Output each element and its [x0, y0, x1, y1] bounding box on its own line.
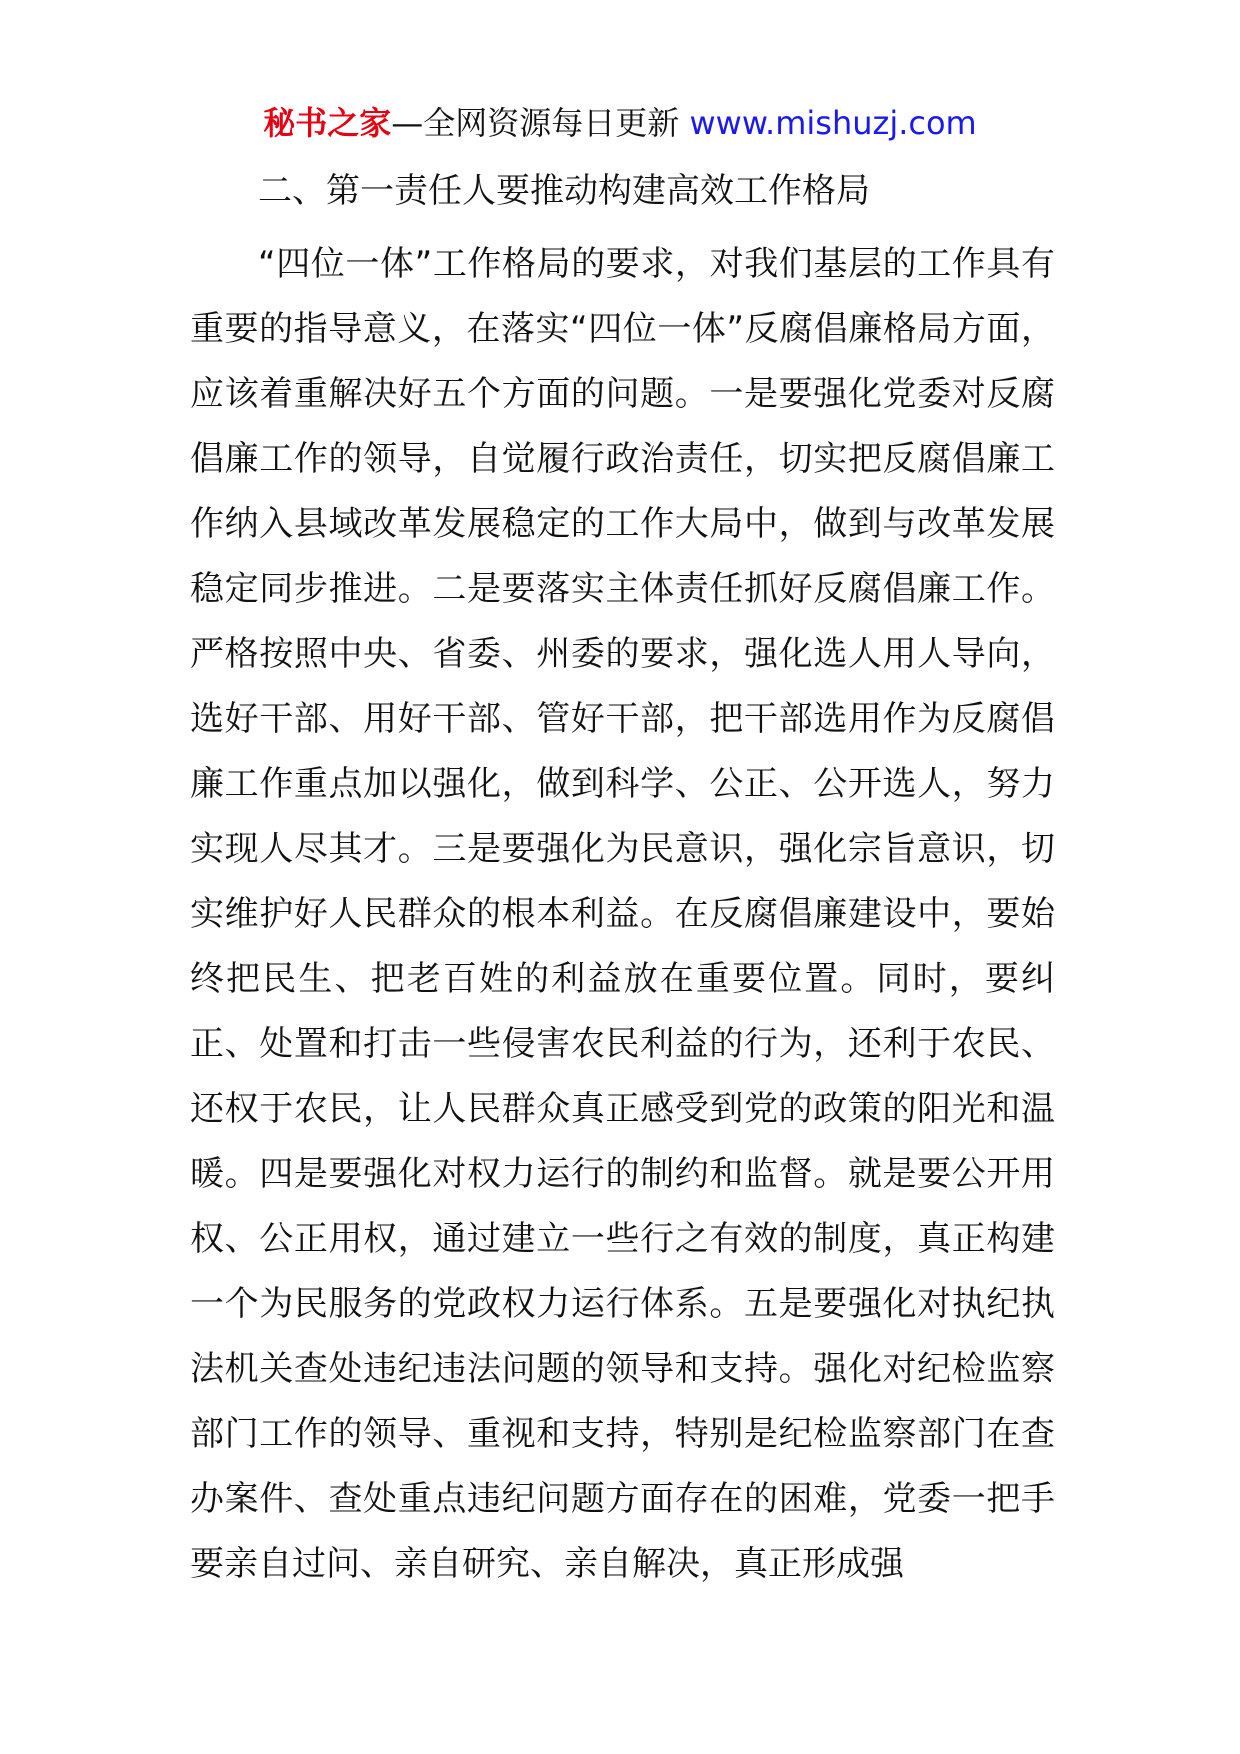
header-tagline: —全网资源每日更新	[391, 104, 680, 142]
site-header	[0, 98, 1240, 148]
section-heading: 二、第一责任人要推动构建高效工作格局	[258, 171, 870, 211]
site-url-link[interactable]: www.mishuzj.com	[689, 104, 977, 142]
brand-name: 秘书之家	[263, 104, 392, 142]
body-paragraph: “四位一体”工作格局的要求，对我们基层的工作具有重要的指导意义，在落实“四位一体”反腐倡廉格局方面，应该着重解决好五个方面的问题。一是要强化党委对反腐倡廉工作的领导，自觉履行政治责任，切实把反腐倡廉工作纳入县域改革发展稳定的工作大局中，做到与改革发展稳定同步推进。二是要落实主体责任抓好反腐倡廉工作。严格按照中央、省委、州委的要求，强化选人用人导向，选好干部、用好干部、管好干部，把干部选用作为反腐倡廉工作重点加以强化，做到科学、公正、公开选人，努力实现人尽其才。三是要强化为民意识，强化宗旨意识，切实维护好人民群众的根本利益。在反腐倡廉建设中，要始终把民生、把老百姓的利益放在重要位置。同时，要纠正、处置和打击一些侵害农民利益的行为，还利于农民、还权于农民，让人民群众真正感受到党的政策的阳光和温暖。四是要强化对权力运行的制约和监督。就是要公开用权、公正用权，通过建立一些行之有效的制度，真正构建一个为民服务的党政权力运行体系。五是要强化对执纪执法机关查处违纪违法问题的领导和支持。强化对纪检监察部门工作的领导、重视和支持，特别是纪检监察部门在查办案件、查处重点违纪问题方面存在的困难，党委一把手要亲自过问、亲自研究、亲自解决，真正形成强	[190, 244, 1055, 1584]
